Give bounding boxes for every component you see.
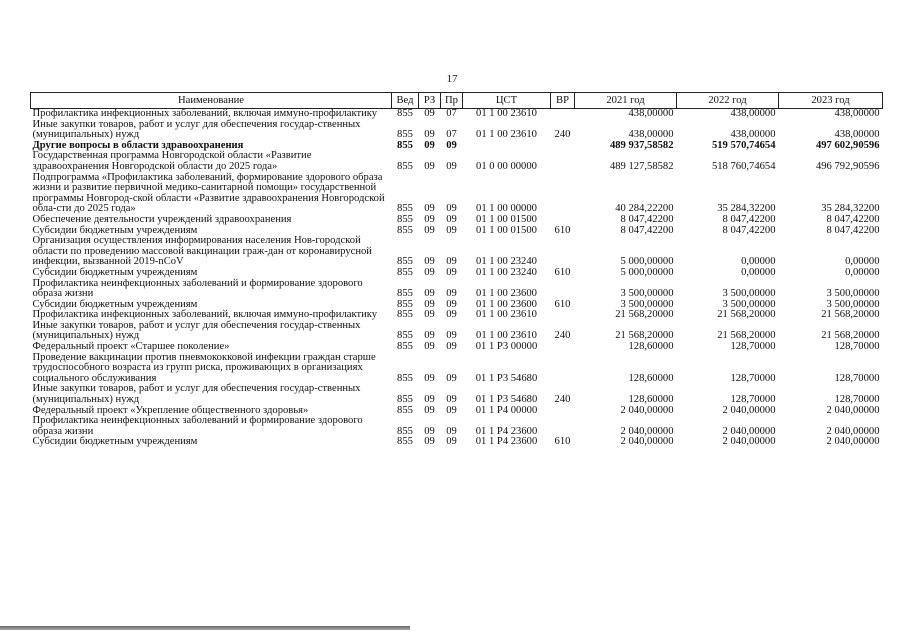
row-value-2021: 128,60000	[628, 341, 674, 353]
row-value-2022: 438,00000	[730, 108, 776, 119]
row-vr: 610	[554, 298, 571, 310]
row-rz: 09	[424, 224, 435, 236]
row-pr: 09	[446, 341, 457, 353]
row-rz: 09	[424, 309, 435, 321]
row-pr: 09	[446, 213, 457, 225]
row-name: Федеральный проект «Укрепление общественного здоровья»	[32, 404, 309, 416]
row-value-2023: 0,00000	[845, 256, 880, 268]
row-value-2021: 8 047,42200	[620, 213, 674, 225]
row-name: Субсидии бюджетным учреждениям	[32, 436, 198, 448]
table-row	[31, 215, 883, 226]
row-value-2022: 438,00000	[730, 129, 776, 141]
row-pr: 07	[446, 129, 457, 141]
row-value-2021: 2 040,00000	[620, 404, 674, 416]
row-pr: 07	[446, 108, 457, 119]
row-name: Профилактика неинфекционных заболеваний и формирование здорового образа жизни	[32, 277, 363, 300]
row-rz: 09	[424, 213, 435, 225]
row-vr: 610	[554, 224, 571, 236]
row-cst: 01 1 00 23610	[476, 309, 537, 321]
row-value-2022: 21 568,20000	[717, 309, 776, 321]
row-pr: 09	[446, 160, 457, 172]
table-row	[31, 268, 883, 279]
table-row	[31, 236, 883, 268]
row-ved: 855	[397, 425, 413, 437]
table-row	[31, 321, 883, 342]
row-value-2021: 5 000,00000	[620, 266, 674, 278]
row-ved: 855	[397, 394, 413, 406]
row-pr: 09	[446, 256, 457, 268]
row-rz: 09	[424, 404, 435, 416]
row-pr: 09	[446, 298, 457, 310]
row-value-2021: 21 568,20000	[615, 330, 674, 342]
row-vr	[551, 279, 575, 300]
row-value-2021: 3 500,00000	[620, 298, 674, 310]
budget-table-container	[30, 92, 882, 448]
row-cst: 01 1 00 01500	[476, 213, 537, 225]
row-pr: 09	[446, 266, 457, 278]
table-row	[31, 279, 883, 300]
row-name: Организация осуществления информирования населения Нов-городской области по проведению массовой вакцинации граж-дан от коронавирусной инфекции, вызванной 2019-nCoV	[32, 235, 372, 268]
row-rz: 09	[424, 203, 435, 215]
header-2023: 2023 год	[779, 93, 883, 109]
row-cst: 01 1 00 00000	[476, 203, 537, 215]
row-value-2022: 128,70000	[730, 394, 776, 406]
row-value-2022: 21 568,20000	[717, 330, 776, 342]
row-value-2023: 2 040,00000	[826, 425, 880, 437]
row-rz: 09	[424, 394, 435, 406]
row-ved: 855	[397, 256, 413, 268]
row-cst: 01 1 00 23240	[476, 256, 537, 268]
row-name: Подпрограмма «Профилактика заболеваний, формирование здорового образа жизни и развитие первичной медико-санитарной помощи» государственной программы Новгород-ской области «Развитие здравоохранения Новгородской обла-сти до 2025 года»	[32, 171, 385, 215]
row-pr: 09	[446, 330, 457, 342]
row-rz: 09	[424, 372, 435, 384]
row-value-2022: 3 500,00000	[722, 288, 776, 300]
row-value-2022: 2 040,00000	[722, 436, 776, 448]
row-ved: 855	[397, 436, 413, 448]
row-value-2023: 8 047,42200	[826, 213, 880, 225]
row-cst: 01 1 00 23610	[476, 330, 537, 342]
row-vr: 610	[554, 436, 571, 448]
row-value-2023: 128,70000	[834, 372, 880, 384]
row-vr	[551, 173, 575, 215]
row-value-2023: 2 040,00000	[826, 436, 880, 448]
row-name: Профилактика инфекционных заболеваний, включая иммуно-профилактику	[32, 309, 378, 321]
row-value-2023: 21 568,20000	[821, 330, 880, 342]
row-cst: 01 1 P4 00000	[475, 404, 538, 416]
row-rz: 09	[424, 108, 435, 119]
row-ved: 855	[397, 213, 413, 225]
row-value-2023: 2 040,00000	[826, 404, 880, 416]
row-vr	[551, 109, 575, 120]
row-name: Субсидии бюджетным учреждениям	[32, 224, 198, 236]
row-value-2021: 5 000,00000	[620, 256, 674, 268]
table-row	[31, 173, 883, 215]
row-value-2021: 21 568,20000	[615, 309, 674, 321]
row-vr	[551, 215, 575, 226]
header-rz: РЗ	[419, 93, 441, 109]
row-rz: 09	[424, 436, 435, 448]
row-value-2022: 128,70000	[730, 341, 776, 353]
table-header-row	[31, 93, 883, 109]
row-name: Иные закупки товаров, работ и услуг для обеспечения государ-ственных (муниципальных) нужд	[32, 118, 361, 141]
row-cst: 01 1 00 01500	[476, 224, 537, 236]
row-value-2022: 35 284,32200	[717, 203, 776, 215]
row-rz: 09	[424, 341, 435, 353]
row-value-2022: 0,00000	[741, 256, 776, 268]
row-rz: 09	[424, 298, 435, 310]
row-vr: 240	[554, 330, 571, 342]
row-value-2021: 438,00000	[628, 108, 674, 119]
row-cst: 01 1 00 23610	[476, 129, 537, 141]
table-row	[31, 151, 883, 172]
row-pr: 09	[446, 224, 457, 236]
table-row	[31, 416, 883, 437]
row-vr	[551, 141, 575, 152]
row-cst: 01 1 P3 54680	[475, 394, 538, 406]
row-value-2021: 3 500,00000	[620, 288, 674, 300]
row-name: Иные закупки товаров, работ и услуг для обеспечения государ-ственных (муниципальных) нужд	[32, 319, 361, 342]
bottom-rule	[0, 626, 410, 630]
row-cst: 01 1 00 23240	[476, 266, 537, 278]
header-ved: Вед	[392, 93, 419, 109]
row-ved: 855	[397, 266, 413, 278]
row-value-2023: 128,70000	[834, 341, 880, 353]
row-pr: 09	[446, 309, 457, 321]
row-ved: 855	[397, 404, 413, 416]
row-cst: 01 1 00 23600	[476, 298, 537, 310]
row-name: Профилактика неинфекционных заболеваний и формирование здорового образа жизни	[32, 415, 363, 437]
row-cst: 01 1 P4 23600	[475, 425, 538, 437]
header-pr: Пр	[441, 93, 463, 109]
row-pr: 09	[446, 288, 457, 300]
row-value-2023: 3 500,00000	[826, 298, 880, 310]
row-value-2021: 40 284,22200	[615, 203, 674, 215]
row-name: Иные закупки товаров, работ и услуг для обеспечения государ-ственных (муниципальных) нужд	[32, 383, 361, 406]
row-value-2023: 35 284,32200	[821, 203, 880, 215]
header-2022: 2022 год	[677, 93, 779, 109]
row-value-2023: 3 500,00000	[826, 288, 880, 300]
row-value-2023: 438,00000	[834, 129, 880, 141]
row-ved: 855	[397, 129, 413, 141]
row-ved: 855	[397, 298, 413, 310]
row-value-2023: 496 792,90596	[815, 160, 880, 172]
row-rz: 09	[424, 330, 435, 342]
row-vr	[551, 236, 575, 268]
row-pr: 09	[446, 404, 457, 416]
row-ved: 855	[397, 139, 413, 151]
row-value-2021: 2 040,00000	[620, 425, 674, 437]
row-value-2021: 128,60000	[628, 394, 674, 406]
row-ved: 855	[397, 108, 413, 119]
row-name: Федеральный проект «Старшее поколение»	[32, 341, 230, 353]
row-vr	[551, 416, 575, 437]
row-name: Другие вопросы в области здравоохранения	[32, 139, 244, 151]
row-rz: 09	[424, 129, 435, 141]
table-row	[31, 353, 883, 385]
row-pr: 09	[446, 372, 457, 384]
row-cst: 01 0 00 00000	[476, 160, 537, 172]
row-value-2022: 3 500,00000	[722, 298, 776, 310]
row-value-2023: 0,00000	[845, 266, 880, 278]
row-pr: 09	[446, 394, 457, 406]
row-pr: 09	[446, 436, 457, 448]
row-rz: 09	[424, 266, 435, 278]
row-value-2022: 518 760,74654	[711, 160, 776, 172]
row-value-2023: 497 602,90596	[815, 139, 880, 151]
row-name: Государственная программа Новгородской области «Развитие здравоохранения Новгородской области до 2025 года»	[32, 150, 312, 172]
row-name: Субсидии бюджетным учреждениям	[32, 266, 198, 278]
row-ved: 855	[397, 224, 413, 236]
row-name: Субсидии бюджетным учреждениям	[32, 298, 198, 310]
row-value-2023: 21 568,20000	[821, 309, 880, 321]
row-value-2021: 489 127,58582	[609, 160, 674, 172]
table-row	[31, 109, 883, 120]
row-vr	[551, 151, 575, 172]
row-rz: 09	[424, 160, 435, 172]
row-name: Профилактика инфекционных заболеваний, включая иммуно-профилактику	[32, 108, 378, 119]
row-vr	[551, 342, 575, 353]
budget-table	[30, 92, 883, 448]
row-ved: 855	[397, 203, 413, 215]
row-ved: 855	[397, 341, 413, 353]
row-cst: 01 1 00 23600	[476, 288, 537, 300]
row-pr: 09	[446, 425, 457, 437]
row-value-2021: 8 047,42200	[620, 224, 674, 236]
row-value-2022: 2 040,00000	[722, 425, 776, 437]
row-vr: 240	[554, 129, 571, 141]
table-row	[31, 437, 883, 448]
row-pr: 09	[446, 203, 457, 215]
row-rz: 09	[424, 288, 435, 300]
row-value-2023: 128,70000	[834, 394, 880, 406]
row-vr	[551, 406, 575, 417]
row-value-2022: 8 047,42200	[722, 224, 776, 236]
row-vr: 240	[554, 394, 571, 406]
row-cst	[463, 141, 551, 152]
row-cst: 01 1 P3 00000	[475, 341, 538, 353]
table-body	[31, 109, 883, 449]
row-value-2021: 438,00000	[628, 129, 674, 141]
row-value-2021: 489 937,58582	[609, 139, 674, 151]
row-ved: 855	[397, 372, 413, 384]
row-rz: 09	[424, 139, 435, 151]
row-value-2022: 2 040,00000	[722, 404, 776, 416]
row-value-2022: 0,00000	[741, 266, 776, 278]
row-name: Обеспечение деятельности учреждений здравоохранения	[32, 213, 292, 225]
header-name: Наименование	[31, 93, 392, 109]
header-2021: 2021 год	[575, 93, 677, 109]
row-ved: 855	[397, 309, 413, 321]
row-pr: 09	[446, 139, 457, 151]
row-value-2023: 8 047,42200	[826, 224, 880, 236]
row-value-2023: 438,00000	[834, 108, 880, 119]
row-rz: 09	[424, 425, 435, 437]
page-number: 17	[446, 73, 458, 85]
row-rz: 09	[424, 256, 435, 268]
row-cst: 01 1 P4 23600	[475, 436, 538, 448]
row-ved: 855	[397, 288, 413, 300]
row-cst: 01 1 00 23610	[476, 108, 537, 119]
header-vr: ВР	[551, 93, 575, 109]
row-value-2022: 519 570,74654	[711, 139, 776, 151]
row-vr	[551, 310, 575, 321]
header-cst: ЦСТ	[463, 93, 551, 109]
row-name: Проведение вакцинации против пневмококковой инфекции граждан старше трудоспособного возраста из групп риска, проживающих в организациях социального обслуживания	[32, 351, 376, 384]
table-row	[31, 384, 883, 405]
table-row	[31, 120, 883, 141]
row-value-2022: 8 047,42200	[722, 213, 776, 225]
row-value-2021: 128,60000	[628, 372, 674, 384]
row-vr	[551, 353, 575, 385]
row-cst: 01 1 P3 54680	[475, 372, 538, 384]
row-value-2021: 2 040,00000	[620, 436, 674, 448]
row-ved: 855	[397, 330, 413, 342]
row-ved: 855	[397, 160, 413, 172]
row-value-2022: 128,70000	[730, 372, 776, 384]
row-vr: 610	[554, 266, 571, 278]
